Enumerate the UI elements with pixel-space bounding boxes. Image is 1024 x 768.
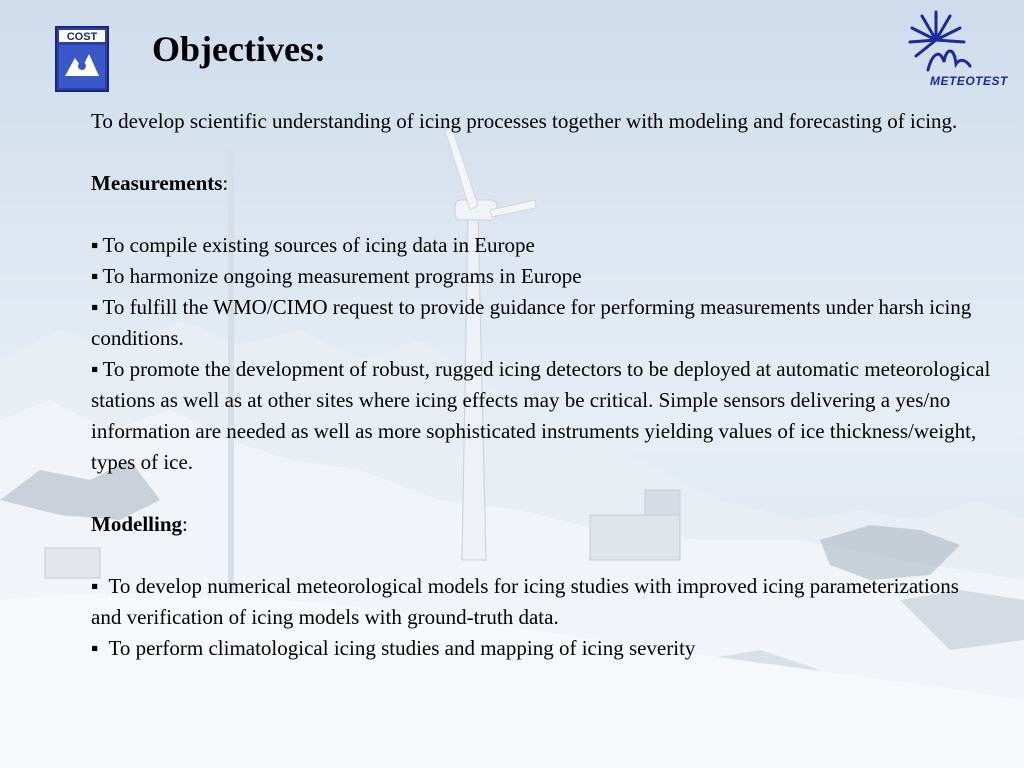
svg-text:COST: COST: [66, 31, 98, 43]
intro-paragraph: To develop scientific understanding of icing processes together with modeling and forecasting of icing.: [91, 109, 958, 133]
measurement-item-4: ▪ To promote the development of robust, rugged icing detectors to be deployed at automatic meteorological stations as well as at other sites where icing effects may be critical. Simple sensors delivering a yes/no information are needed as well as more sophisticated instruments yielding values of ice thickness/weight, types of ice.: [91, 354, 991, 478]
meteotest-logo-text: METEOTEST: [930, 74, 1008, 88]
measurements-heading: Measurements: [91, 171, 223, 195]
measurement-item-3: ▪ To fulfill the WMO/CIMO request to provide guidance for performing measurements under harsh icing conditions.: [91, 292, 991, 354]
modelling-heading: Modelling: [91, 512, 183, 536]
slide-title: Objectives:: [152, 29, 326, 69]
modelling-item-1: ▪ To develop numerical meteorological models for icing studies with improved icing parameterizations and verification of icing models with ground-truth data.: [91, 571, 991, 633]
measurements-heading-line: Measurements:: [91, 171, 229, 195]
modelling-heading-line: Modelling:: [91, 512, 188, 536]
measurement-item-1: ▪ To compile existing sources of icing data in Europe: [91, 230, 991, 261]
cost-logo: [55, 26, 109, 92]
slide-body: [91, 106, 991, 664]
modelling-item-2: ▪ To perform climatological icing studies and mapping of icing severity: [91, 633, 991, 664]
measurement-item-2: ▪ To harmonize ongoing measurement programs in Europe: [91, 261, 991, 292]
